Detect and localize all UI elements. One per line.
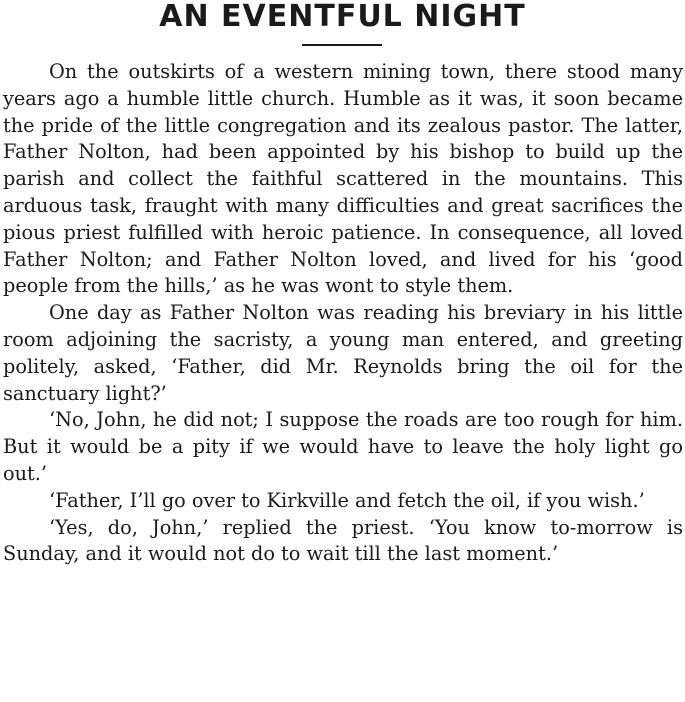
paragraph: ‘Yes, do, John,’ replied the priest. ‘You know to-morrow is Sunday, and it would not do to wait till the last moment.’	[3, 515, 683, 566]
article-title: AN EVENTFUL NIGHT	[159, 0, 526, 34]
article-body	[3, 59, 683, 568]
paragraph: One day as Father Nolton was reading his breviary in his little room adjoining the sacristy, a young man entered, and greeting politely, asked, ‘Father, did Mr. Reynolds bring the oil for the sanctuary light?’	[3, 301, 683, 405]
title-divider	[302, 44, 382, 46]
paragraph: On the outskirts of a western mining town, there stood many years ago a humble little church. Humble as it was, it soon became the pride of the little congregation and its zealous pastor. The latter, Father Nolton, had been appointed by his bishop to build up the parish and collect the faithful scattered in the mountains. This arduous task, fraught with many difficulties and great sacrifices the pious priest fulfilled with heroic patience. In consequence, all loved Father Nolton; and Father Nolton loved, and lived for his ‘good people from the hills,’ as he was wont to style them.	[3, 60, 683, 298]
paragraph: ‘No, John, he did not; I suppose the roads are too rough for him. But it would be a pity if we would have to leave the holy light go out.’	[3, 408, 683, 485]
paragraph: ‘Father, I’ll go over to Kirkville and fetch the oil, if you wish.’	[49, 488, 645, 512]
